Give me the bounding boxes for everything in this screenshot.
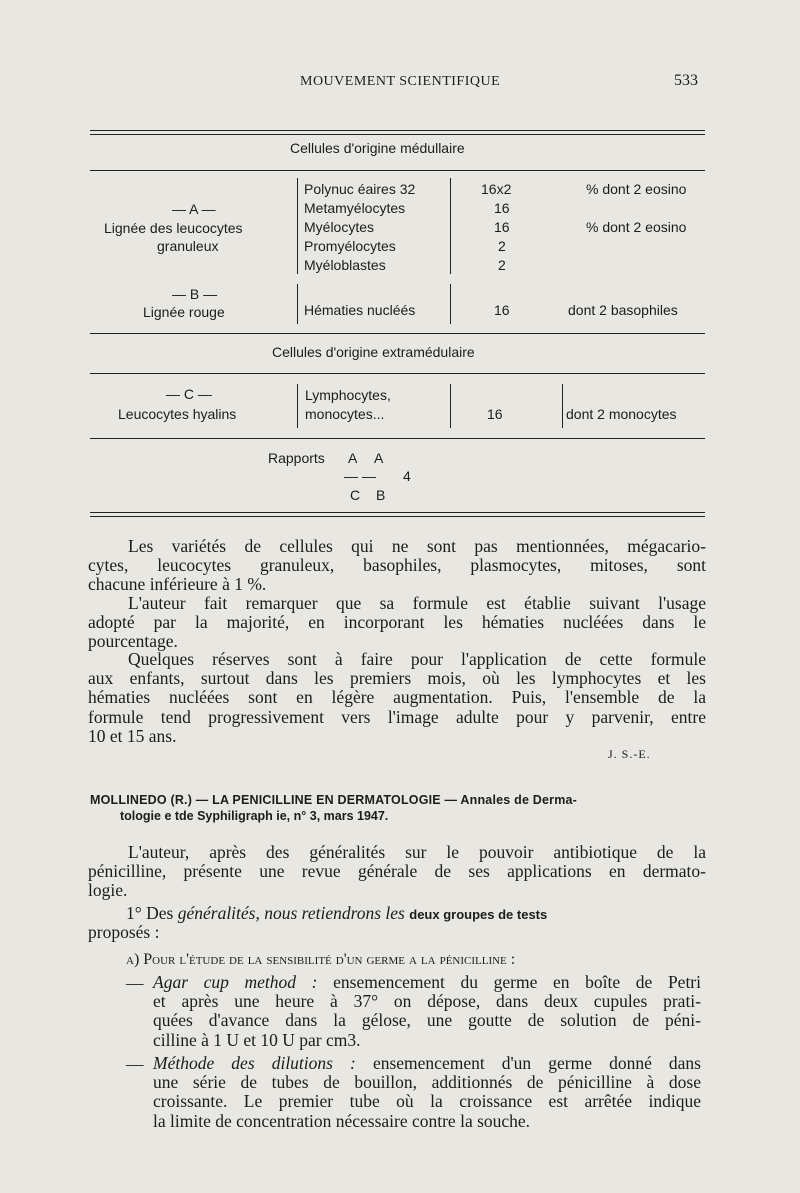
sub-a-heading: a) Pour l'étude de la sensibilité d'un germe a la pénicilline : [126, 951, 516, 968]
section2-rule [90, 373, 705, 374]
groupB-mid-bar [450, 284, 451, 324]
groupA-row-note: % dont 2 eosino [586, 219, 687, 235]
point1-bold: deux groupes de tests [409, 907, 548, 922]
point1-italic: généralités, nous retiendrons les [177, 903, 405, 923]
groupA-row-value: 16 [494, 200, 510, 216]
dash2-dash: — [126, 1054, 144, 1074]
point1-line2: proposés : [88, 922, 160, 942]
groupA-row-cell: Myéloblastes [304, 257, 386, 273]
groupA-row-value: 16x2 [481, 181, 512, 197]
rapports-num2: A [374, 450, 384, 466]
groupA-row-cell: Myélocytes [304, 219, 375, 235]
text-line [153, 1054, 701, 1073]
groupC-cell-line2: monocytes... [305, 406, 385, 422]
groupA-label: — A — [172, 201, 216, 217]
text-line: quées d'avance dans la gélose, une goutte de solution de péni- [153, 1010, 701, 1031]
text-line: cilline à 1 U et 10 U par cm3. [153, 1029, 361, 1050]
rapports-den1: C [350, 487, 361, 503]
text-line: la limite de concentration nécessaire contre la souche. [153, 1110, 531, 1131]
groupA-name-line2: granuleux [157, 238, 219, 254]
text-line: formule tend progressivement vers l'image adulte pour y parvenir, entre [88, 706, 706, 727]
article1-paragraph-3 [88, 650, 706, 746]
rapports-den2: B [376, 487, 386, 503]
text-line: aux enfants, surtout dans les premiers mois, où les lymphocytes et les [88, 668, 706, 689]
groupB-left-bar [297, 284, 298, 324]
groupA-row-note: % dont 2 eosino [586, 181, 687, 197]
point1-line1 [126, 903, 547, 924]
point1-prefix: 1° Des [126, 903, 178, 923]
groupC-note: dont 2 monocytes [566, 406, 677, 422]
dash1-term: Agar cup method : [153, 972, 318, 992]
dash1-block [153, 973, 701, 1050]
text-line: adopté par la majorité, en incorporant les hématies nucléées dans le [88, 612, 706, 633]
rapports-num1: A [348, 450, 358, 466]
groupB-name: Lignée rouge [143, 304, 225, 320]
groupC-cell-line1: Lymphocytes, [305, 387, 391, 403]
groupA-row-cell: Metamyélocytes [304, 200, 406, 216]
rapports-fraction-bar: — — [344, 468, 376, 484]
groupC-value: 16 [487, 406, 503, 422]
table-top-rule-2 [90, 134, 705, 135]
groupB-value: 16 [494, 302, 510, 318]
groupB-note: dont 2 basophiles [568, 302, 678, 318]
rapports-value: 4 [403, 468, 411, 484]
text-line [153, 973, 701, 992]
text-line: hématies nucléées sont en légère augmentation. Puis, l'ensemble de la [88, 687, 706, 708]
dash1-line: ensemencement du germe en boîte de Petri [333, 972, 701, 992]
section1-title: Cellules d'origine médullaire [290, 140, 465, 156]
text-line: chacune inférieure à 1 %. [88, 574, 267, 595]
article2-intro [88, 843, 706, 901]
table-top-rule [90, 130, 705, 131]
text-line: logie. [88, 880, 128, 901]
text-line: une série de tubes de bouillon, additionnés de pénicilline à dose [153, 1072, 701, 1093]
text-line: L'auteur, après des généralités sur le pouvoir antibiotique de la [128, 842, 706, 862]
text-line: Les variétés de cellules qui ne sont pas mentionnées, mégacario- [128, 536, 706, 556]
groupB-label: — B — [172, 286, 218, 302]
groupC-name: Leucocytes hyalins [118, 406, 237, 422]
groupA-mid-bar [450, 178, 451, 274]
running-title: MOUVEMENT SCIENTIFIQUE [300, 74, 501, 89]
rapports-label: Rapports [268, 450, 325, 466]
signature: J. S.-E. [608, 747, 651, 761]
table-bottom-rule [90, 512, 705, 513]
dash2-term: Méthode des dilutions : [153, 1053, 356, 1073]
groupC-mid-bar [450, 384, 451, 428]
groupA-left-bar [297, 178, 298, 274]
article1-paragraph-2 [88, 594, 706, 652]
dash1-dash: — [126, 973, 144, 993]
groupC-label: — C — [166, 386, 212, 402]
article1-paragraph-1 [88, 537, 706, 595]
groupA-row-value: 16 [494, 219, 510, 235]
section2-title: Cellules d'origine extramédulaire [272, 344, 475, 360]
text-line: Quelques réserves sont à faire pour l'application de cette formule [128, 649, 706, 669]
groupC-right-bar [562, 384, 563, 428]
text-line: pourcentage. [88, 631, 178, 652]
text-line: croissante. Le premier tube où la croissance est arrêtée indique [153, 1091, 701, 1112]
table-bottom-rule-2 [90, 516, 705, 517]
text-line: 10 et 15 ans. [88, 725, 177, 746]
reference-line-2: tologie e tde Syphiligraph ie, n° 3, mars 1947. [120, 809, 389, 823]
text-line: L'auteur fait remarquer que sa formule est établie suivant l'usage [128, 593, 706, 613]
groupA-row-cell: Promyélocytes [304, 238, 396, 254]
dash2-block [153, 1054, 701, 1131]
section1-rule [90, 170, 705, 171]
text-line: cytes, leucocytes granuleux, basophiles, plasmocytes, mitoses, sont [88, 555, 706, 576]
rapports-top-rule [90, 438, 705, 439]
page-number: 533 [674, 72, 698, 89]
text-line: pénicilline, présente une revue générale de ses applications en dermato- [88, 861, 706, 882]
groupC-left-bar [297, 384, 298, 428]
groupA-row-value: 2 [498, 257, 506, 273]
reference-line-1: MOLLINEDO (R.) — LA PENICILLINE EN DERMATOLOGIE — Annales de Derma- [90, 793, 578, 807]
groupA-row-cell: Polynuc éaires 32 [304, 181, 416, 197]
text-line: et après une heure à 37° on dépose, dans deux cupules prati- [153, 991, 701, 1012]
groupA-name-line1: Lignée des leucocytes [104, 220, 243, 236]
section2-top-rule [90, 333, 705, 334]
groupA-row-value: 2 [498, 238, 506, 254]
dash2-line: ensemencement d'un germe donné dans [372, 1053, 701, 1073]
groupB-cell: Hématies nucléés [304, 302, 416, 318]
